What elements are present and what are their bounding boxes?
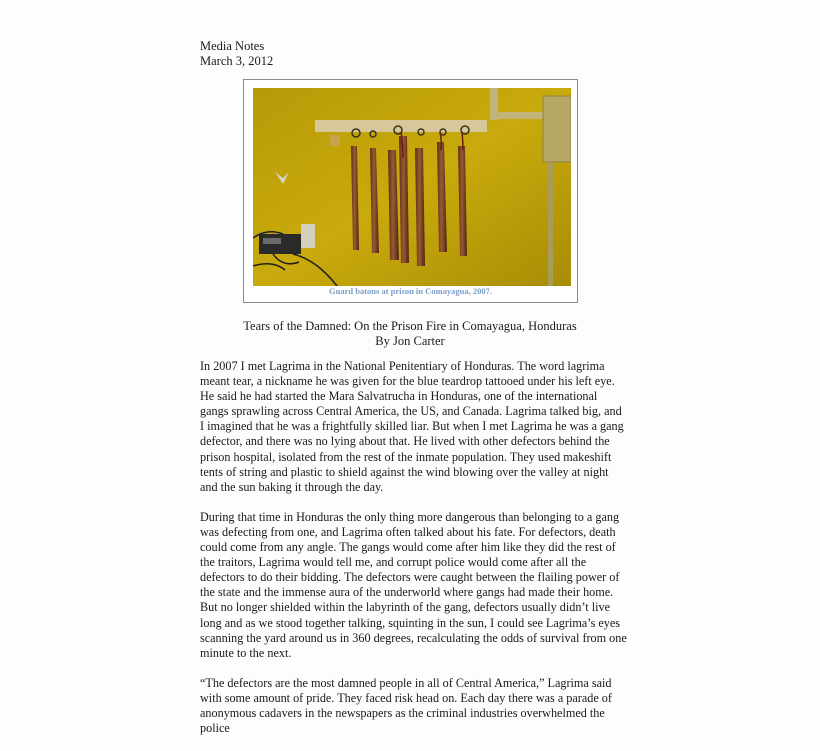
header-date: March 3, 2012 — [200, 54, 274, 68]
body-paragraph: During that time in Honduras the only thing more dangerous than belonging to a gang was defecting from one, and Lagrima often talked about his fate. For defectors, death could come from any angle. The gangs would come after him like they did the rest of the traitors, Lagrima would tell me, and corrupt police would come after all the defectors to do their bidding. The defectors were caught between the flailing power of the state and the immense aura of the underworld where gangs had made their home. But no longer shielded within the labyrinth of the gang, defectors usually didn’t live long and as we stood together talking, squinting in the sun, I could see Lagrima’s eyes scanning the yard around us in 360 degrees, recalculating the odds of survival from one minute to the next. — [200, 509, 627, 660]
article-title: Tears of the Damned: On the Prison Fire in Comayagua, Honduras — [243, 319, 577, 333]
article-byline: By Jon Carter — [375, 334, 445, 348]
electrical-box — [543, 96, 571, 162]
padlock — [330, 135, 340, 146]
header-publication: Media Notes — [200, 39, 265, 53]
document-header — [200, 39, 273, 69]
article-body — [200, 359, 628, 751]
radio-display — [263, 238, 281, 244]
wall-pipe-horizontal — [490, 112, 546, 119]
body-paragraph: In 2007 I met Lagrima in the National Penitentiary of Honduras. The word lagrima meant tear, a nickname he was given for the blue teardrop tattooed under his left eye. He said he had started the Mara Salvatrucha in Honduras, one of the international gangs sprawling across Central America, the US, and Canada. Lagrima talked big, and I imagined that he was a frightfully skilled liar. But when I met Lagrima he was a gang defector, and there was no lying about that. He lived with other defectors behind the prison hospital, isolated from the rest of the inmate population. They used makeshift tents of string and plastic to shield against the wind blowing over the valley at night and the sun baking it through the day. — [200, 359, 624, 494]
photo-figure — [243, 79, 578, 303]
baton-photo — [253, 88, 571, 286]
wall-conduit — [548, 162, 553, 286]
photo-caption: Guard batons at prison in Comayagua, 2007. — [329, 286, 492, 296]
body-paragraph: “The defectors are the most damned people in all of Central America,” Lagrima said with some amount of pride. They faced risk head on. Each day there was a parade of anonymous cadavers in the newspapers as the criminal industries overwhelmed the police — [200, 675, 612, 736]
wall-outlet — [301, 224, 315, 248]
article-heading — [200, 319, 620, 349]
